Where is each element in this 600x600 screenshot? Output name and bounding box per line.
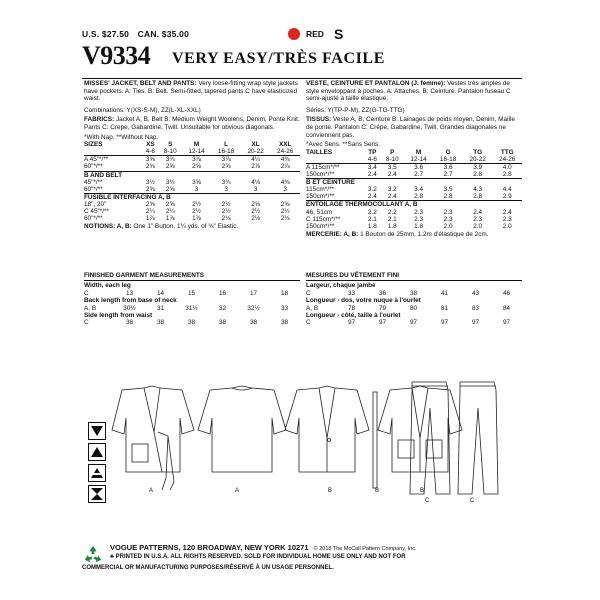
measurement-row <box>306 305 522 312</box>
pattern-title: VERY EASY/TRÈS FACILE <box>172 50 385 67</box>
table-cell: 2.4 <box>367 193 377 201</box>
table-cell: 60"*/** <box>84 215 103 223</box>
jacket-a-front-drawing <box>112 386 194 490</box>
measurement-value: 31 <box>156 304 165 312</box>
measurement-value: 78 <box>347 304 356 312</box>
table-cell: M <box>415 148 422 156</box>
table-cell: M <box>193 141 200 149</box>
table-cell: 2.3 <box>443 215 453 223</box>
measurement-value: 97 <box>347 319 356 327</box>
table-cell: 4⅛ <box>251 178 261 186</box>
table-cell: 1⅞ <box>192 215 202 223</box>
table-cell: 2⅝ <box>165 163 175 171</box>
measurement-value: 32½ <box>247 304 260 312</box>
table-cell: 2⅝ <box>145 163 155 171</box>
belt-b-drawing <box>373 392 377 488</box>
measurement-value: 36 <box>378 289 387 297</box>
table-cell: 2.7 <box>443 171 453 179</box>
table-cell: 2⅛ <box>221 215 231 223</box>
measurement-value: 43 <box>471 289 480 297</box>
table-cell: 4.4 <box>502 186 512 194</box>
table-cell: 1.8 <box>387 222 397 230</box>
table-cell: 2.8 <box>502 171 512 179</box>
table-cell: 2.0 <box>473 222 483 230</box>
table-cell: 1.8 <box>367 222 377 230</box>
table-cell: 3.2 <box>387 186 397 194</box>
measurement-value: 30½ <box>123 304 136 312</box>
measurement-label: Side length from waist <box>84 312 153 320</box>
section-label: B ET CEINTURE <box>306 179 522 187</box>
view-label: A <box>149 488 154 494</box>
table-cell: 2¼ <box>165 208 175 215</box>
jacket-b-front-drawing <box>285 386 369 472</box>
measurement-value: 79 <box>378 304 387 312</box>
table-cell: 2.4 <box>387 171 397 179</box>
table-cell: 2.4 <box>367 171 377 179</box>
table-row <box>306 209 522 216</box>
table-cell: 24-26 <box>492 156 522 164</box>
table-cell: 2.4 <box>473 208 483 216</box>
table-cell: 2.2 <box>367 208 377 216</box>
table-cell: 2.1 <box>387 215 397 223</box>
notions: MERCERIE: A, B: 1 Bouton de 25mm, 1.2m d'élastique de 2cm. <box>306 230 489 238</box>
table-row <box>84 179 300 186</box>
table-cell: 2⅛ <box>280 215 290 223</box>
table-cell: 2⅝ <box>165 200 175 208</box>
table-cell: L <box>224 141 229 149</box>
measurement-value: C <box>306 289 311 297</box>
table-row <box>306 216 522 223</box>
measurement-value: 38 <box>187 319 196 327</box>
view-label: B <box>328 488 333 494</box>
table-cell: 2⅝ <box>280 200 290 208</box>
table-cell: 2.8 <box>473 193 483 201</box>
table-cell: 16-18 <box>433 156 463 164</box>
table-cell: 2.2 <box>387 208 397 216</box>
measurement-value: 33 <box>280 304 289 312</box>
measurement-value: 18 <box>280 289 289 297</box>
table-cell: P <box>390 148 395 156</box>
table-cell: 20-22 <box>463 156 493 164</box>
measurement-value: 38 <box>280 319 289 327</box>
table-cell: 4⅜ <box>280 156 290 164</box>
description: MISSES' JACKET, BELT AND PANTS: Very loose-fitting wrap style jackets have pockets. A: Ties. B: Belt. Semi-fitted, tapered pants C have elasticized waist. <box>84 80 298 103</box>
measurement-value: A, B <box>306 304 319 312</box>
table-cell: 3 <box>253 185 258 193</box>
table-cell: 2.4 <box>387 193 397 201</box>
measurement-value: 14 <box>156 289 165 297</box>
table-cell: 2.0 <box>502 222 512 230</box>
measurement-value: 97 <box>409 319 418 327</box>
table-cell: 2½ <box>280 208 290 215</box>
table-cell: 2⅝ <box>165 185 175 193</box>
table-row <box>84 156 300 164</box>
recycle-icon <box>82 544 104 566</box>
measurement-value: 83 <box>471 304 480 312</box>
table-cell: 2.3 <box>414 208 424 216</box>
table-cell: 2½ <box>221 200 231 208</box>
price-can: CAN. $35.00 <box>137 29 189 39</box>
table-cell: 150cm*/** <box>306 222 335 230</box>
table-cell: 4⅜ <box>280 178 290 186</box>
measurement-value: 97 <box>440 319 449 327</box>
table-cell: 3½ <box>165 178 175 186</box>
measurement-value: 81 <box>440 304 449 312</box>
fabrics: TISSUS: Veste A, B, Ceinture B: Lainages de poids moyen, Denim, Maille de ponte. Pantalon C: Crêpe, Gabardine, Twill. Grandes diagonales ne conviennent pas. <box>306 116 515 139</box>
table-cell: 4¼ <box>251 156 261 164</box>
table-cell: 3.6 <box>414 163 424 171</box>
table-cell: 4.0 <box>502 163 512 171</box>
measurement-value: C <box>84 319 89 327</box>
table-cell: 3.9 <box>473 163 483 171</box>
table-cell: 115cm*/** <box>306 186 334 194</box>
table-cell: 2⅛ <box>251 215 261 223</box>
table-cell: SIZES <box>84 141 103 149</box>
table-cell: 3 <box>283 185 287 193</box>
price-us: U.S. $27.50 <box>82 29 130 39</box>
measurement-label: Largeur, chaque jambe <box>306 282 376 290</box>
table-cell: 2⅝ <box>192 163 202 171</box>
fabrics: FABRICS: Jacket A, B, Belt B: Medium Weight Woolens, Denim, Ponte Knit. Pants C: Crepe, Gabardine, Twill. Unsuitable for obvious diagonals. <box>84 116 300 131</box>
table-cell: 3.4 <box>367 163 377 171</box>
table-cell: 24-26 <box>270 148 300 156</box>
table-row <box>306 223 522 230</box>
table-row <box>306 171 522 179</box>
table-cell: 2.8 <box>473 171 483 179</box>
view-label: C <box>425 498 430 504</box>
table-cell: 2½ <box>192 208 202 215</box>
yardage-table <box>84 141 300 222</box>
notions: NOTIONS: A, B: One 1" Button, 1¼ yds. of ¾" Elastic. <box>84 223 239 231</box>
table-cell: 2⅝ <box>251 200 261 208</box>
table-cell: A 45"*/** <box>84 156 109 164</box>
table-cell: 3⅝ <box>192 178 202 186</box>
combinations: Combinations: Y(XS-S-M), ZZ(L-XL-XXL) <box>84 106 201 114</box>
measurement-value: C <box>84 289 89 297</box>
measurement-value: 15 <box>187 289 196 297</box>
table-cell: 4.3 <box>473 186 483 194</box>
table-cell: TG <box>473 148 483 156</box>
view-label: A <box>235 488 240 494</box>
table-row <box>84 201 300 208</box>
table-cell: 3⅝ <box>145 156 155 164</box>
view-label: B <box>420 488 425 494</box>
table-cell: 3.4 <box>414 186 424 194</box>
table-cell: 3¾ <box>165 156 175 164</box>
measurement-row <box>84 305 300 312</box>
table-row <box>84 215 300 222</box>
table-row <box>306 163 522 171</box>
pants-c-front-drawing <box>410 382 450 494</box>
table-cell: 2½ <box>192 200 202 208</box>
table-cell: XXL <box>278 141 292 149</box>
table-cell: 2.0 <box>443 222 453 230</box>
english-column <box>84 80 300 233</box>
measurement-label: Width, each leg <box>84 282 131 290</box>
table-cell: 2½ <box>251 208 261 215</box>
measurement-value: 97 <box>502 319 511 327</box>
table-cell: 3½ <box>145 178 155 186</box>
table-cell: 2.3 <box>473 215 483 223</box>
table-cell: TP <box>368 148 377 156</box>
combinations: Séries: Y(TP-P-M), ZZ(G-TG-TTG) <box>306 106 405 114</box>
table-cell: 2⅝ <box>145 200 155 208</box>
table-cell: 2⅞ <box>280 163 290 171</box>
table-cell: 2.8 <box>443 193 453 201</box>
table-row <box>84 208 300 215</box>
table-cell: 18", 20" <box>84 200 107 208</box>
table-cell: 2⅞ <box>251 163 261 171</box>
table-cell: 4-6 <box>364 156 381 164</box>
measurement-value: 31½ <box>185 304 198 312</box>
table-cell: 2.4 <box>502 208 512 216</box>
measurement-value: 46 <box>502 289 511 297</box>
jacket-a-back-drawing <box>198 386 286 472</box>
french-column <box>306 80 522 240</box>
table-cell: 8-10 <box>159 148 182 156</box>
table-cell: 2⅝ <box>145 185 155 193</box>
table-cell: 45"*/** <box>84 178 103 186</box>
table-cell: 4-6 <box>142 148 159 156</box>
table-row <box>306 186 522 193</box>
size-number-row <box>84 148 300 156</box>
measurement-value: A, B <box>84 304 97 312</box>
table-cell: 2⅝ <box>221 163 231 171</box>
company-address: VOGUE PATTERNS, 120 BROADWAY, NEW YORK 10271 <box>110 543 309 552</box>
table-cell: 3.5 <box>387 163 397 171</box>
price-line <box>82 29 195 39</box>
company-line <box>110 543 417 552</box>
size-header-row <box>306 149 522 156</box>
table-cell: XS <box>146 141 155 149</box>
table-cell: 1⅞ <box>165 215 175 223</box>
section-row <box>306 179 522 187</box>
measurement-value: 33 <box>347 289 356 297</box>
pants-c-back-drawing <box>458 382 498 494</box>
table-cell: 2.3 <box>414 215 424 223</box>
measurement-value: 38 <box>249 319 258 327</box>
technical-drawings <box>82 378 522 508</box>
measurement-value: 32 <box>218 304 227 312</box>
view-label: B <box>375 488 380 494</box>
measurement-value: 38 <box>218 319 227 327</box>
table-cell: 2.3 <box>502 215 512 223</box>
nap-note: *With Nap. **Without Nap. <box>84 133 159 141</box>
measurement-value: 38 <box>409 289 418 297</box>
measurement-row <box>84 319 300 326</box>
table-cell: 1⅞ <box>145 215 155 223</box>
red-dot-icon <box>288 28 300 40</box>
table-cell: 3.6 <box>443 163 453 171</box>
table-cell: 60"*/** <box>84 185 103 193</box>
table-cell: 8-10 <box>381 156 404 164</box>
table-cell: 60"*/** <box>84 163 103 171</box>
table-cell: 150cm*/** <box>306 193 335 201</box>
section-label: ENTOILAGE THERMOCOLLANT A, B <box>306 201 522 209</box>
table-cell: 16-18 <box>211 148 241 156</box>
measurement-value: 97 <box>471 319 480 327</box>
table-cell: 3¾ <box>221 178 231 186</box>
section-row <box>84 171 300 179</box>
table-cell: 3⅞ <box>192 156 202 164</box>
measurement-label: Longueur - dos, votre nuque à l'ourlet <box>306 297 421 305</box>
table-cell: G <box>445 148 451 156</box>
pattern-number: V9334 <box>82 41 151 70</box>
measurement-value: 84 <box>502 304 511 312</box>
table-cell: 3.2 <box>367 186 377 194</box>
view-label: C <box>470 498 475 504</box>
table-cell: 12-14 <box>404 156 434 164</box>
table-cell: 2.7 <box>414 171 424 179</box>
table-cell: 20-22 <box>241 148 271 156</box>
finished-title: MESURES DU VÊTEMENT FINI <box>306 272 522 281</box>
table-row <box>306 193 522 201</box>
table-cell: 3.5 <box>443 186 453 194</box>
section-label: FUSIBLE INTERFACING A, B <box>84 193 300 201</box>
table-cell: XL <box>251 141 260 149</box>
size-header-row <box>84 141 300 148</box>
table-cell: 46, 51cm <box>306 208 333 216</box>
table-row <box>84 186 300 194</box>
finished-title: FINISHED GARMENT MEASUREMENTS <box>84 272 300 281</box>
measurement-row <box>306 290 522 297</box>
measurement-value: 38 <box>156 319 165 327</box>
table-cell: C 45"*/** <box>84 208 110 215</box>
section-row <box>306 201 522 209</box>
header-divider <box>82 78 522 79</box>
table-cell: TAILLES <box>306 148 333 156</box>
table-cell: 2.3 <box>443 208 453 216</box>
table-cell: 3 <box>224 185 228 193</box>
table-cell: 2.1 <box>367 215 377 223</box>
table-cell: 3 <box>194 185 199 193</box>
table-cell: 1.8 <box>414 222 424 230</box>
table-cell: TTG <box>500 148 514 156</box>
measurement-value: C <box>306 319 311 327</box>
measurement-value: 97 <box>378 319 387 327</box>
nap-note: *Avec Sens. **Sans Sens. <box>306 141 381 149</box>
table-cell: 150cm*/** <box>306 171 335 179</box>
measurement-value: 41 <box>440 289 449 297</box>
table-cell: A 115cm*/** <box>306 163 340 171</box>
section-label: B AND BELT <box>84 171 300 179</box>
measurement-value: 17 <box>249 289 258 297</box>
finished-measurements-fr <box>306 272 522 327</box>
size-number-row <box>306 156 522 164</box>
table-cell: 2½ <box>221 208 231 215</box>
table-cell <box>306 156 364 164</box>
measurement-row <box>84 290 300 297</box>
table-cell: 2.9 <box>502 193 512 201</box>
section-row <box>84 193 300 201</box>
table-cell: 2¼ <box>145 208 155 215</box>
table-cell <box>84 148 142 156</box>
size-letter: S <box>334 26 344 42</box>
rights-line: ♣ PRINTED IN U.S.A. ALL RIGHTS RESERVED. SOLD FOR INDIVIDUAL HOME USE ONLY AND NOT FOR <box>110 554 406 560</box>
measurement-row <box>306 319 522 326</box>
description: VESTE, CEINTURE ET PANTALON (J. femme): Vestes très amples de style enveloppant à poches. A: Attaches. B: Ceinture. Pantalon fuseau C semi-ajusté à taille élastique. <box>306 80 511 103</box>
usage-line: COMMERCIAL OR MANUFACTURING PURPOSES/RÉSERVÉ À UN USAGE PERSONNEL. <box>82 565 334 571</box>
color-label: RED <box>306 29 324 39</box>
measurement-value: 38 <box>125 319 134 327</box>
yardage-table <box>306 149 522 230</box>
measurement-label: Longueur - côté, taille à l'ourlet <box>306 312 401 320</box>
table-cell: C 115cm*/** <box>306 215 341 223</box>
copyright: © 2018 The McCall Pattern Company, Inc. <box>313 546 417 552</box>
measurement-value: 80 <box>409 304 418 312</box>
measurement-value: 16 <box>218 289 227 297</box>
table-row <box>84 163 300 171</box>
table-cell: 12-14 <box>182 148 212 156</box>
footer <box>82 540 522 580</box>
table-cell: 2.8 <box>414 193 424 201</box>
measurement-label: Back length from base of neck <box>84 297 177 305</box>
measurement-value: 13 <box>125 289 134 297</box>
table-cell: S <box>168 141 173 149</box>
table-cell: 3⅞ <box>221 156 231 164</box>
finished-measurements-en <box>84 272 300 327</box>
